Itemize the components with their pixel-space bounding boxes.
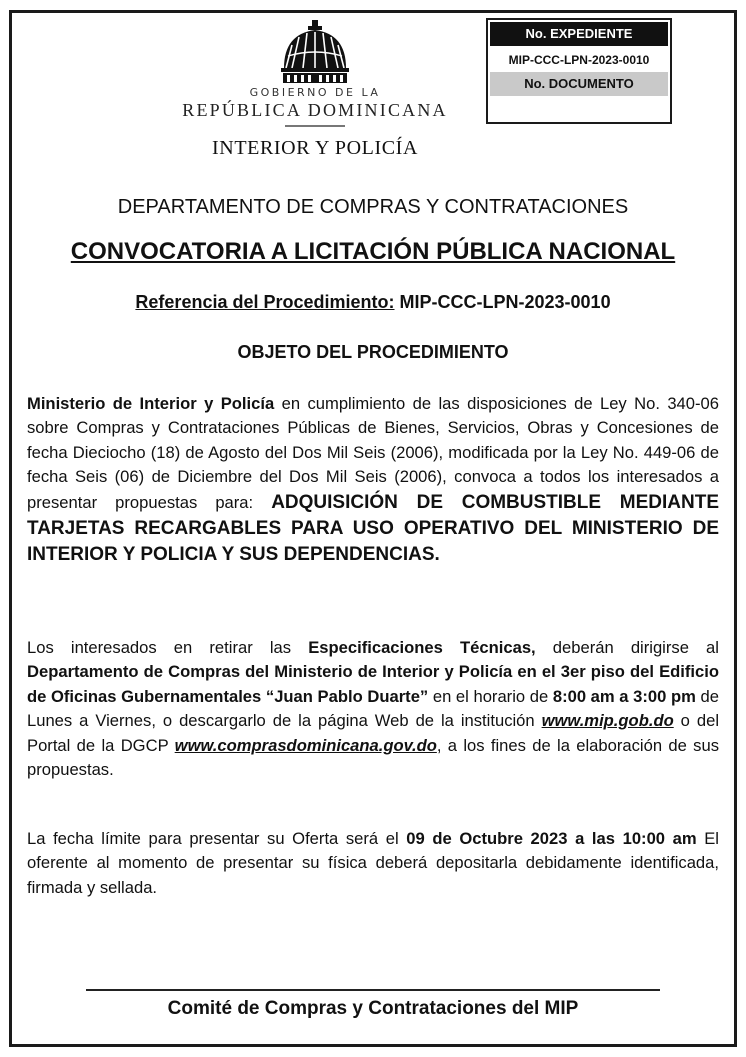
p2-hours: 8:00 am a 3:00 pm (552, 686, 696, 706)
dgcp-portal-link[interactable]: www.comprasdominicana.gov.do (174, 735, 437, 755)
object-heading: OBJETO DEL PROCEDIMIENTO (237, 342, 509, 362)
page-title (0, 238, 746, 266)
signature-line (86, 989, 660, 991)
expediente-box (486, 18, 672, 124)
mip-website-link[interactable]: www.mip.gob.do (541, 711, 674, 731)
expediente-label: No. EXPEDIENTE (490, 22, 668, 46)
p2-t3: en el horario de (428, 686, 553, 706)
deadline: 09 de Octubre 2023 a las 10:00 am (406, 829, 697, 848)
paragraph-2 (27, 636, 719, 782)
p2-t2: deberán dirigirse al (535, 638, 719, 657)
documento-label: No. DOCUMENTO (490, 72, 668, 96)
p2-t6: , a los fines de la elaboración de sus propuestas. (27, 735, 719, 780)
department-heading: DEPARTAMENTO DE COMPRAS Y CONTRATACIONES (117, 196, 629, 218)
p1-text: en cumplimiento de las disposiciones de Ley No. 340-06 sobre Compras y Contrataciones Públicas de Bienes, Servicios, Obras y Concesiones de fecha Dieciocho (18) de Agosto del Dos Mil Seis (2006), modificada por la Ley No. 449-06 de fecha Seis (06) de Diciembre del Dos Mil Seis (2006), convoca a todos los interesados a presentar propuestas para: (27, 394, 720, 512)
procurement-object: ADQUISICIÓN DE COMBUSTIBLE MEDIANTE TARJETAS RECARGABLES PARA USO OPERATIVO DEL MINISTERIO DE INTERIOR Y POLICIA Y SUS DEPENDENCIAS. (27, 491, 719, 565)
p2-t5: o del Portal de la DGCP (27, 711, 720, 755)
logo-divider (285, 125, 345, 127)
p2-specs: Especificaciones Técnicas, (308, 638, 536, 657)
reference-label: Referencia del Procedimiento: (135, 292, 395, 312)
ministry-name: INTERIOR Y POLICÍA (212, 137, 418, 159)
paragraph-3 (27, 827, 719, 900)
expediente-value: MIP-CCC-LPN-2023-0010 (508, 53, 650, 67)
p3-t2: El oferente al momento de presentar su física deberá depositarla debidamente identificada, firmada y sellada. (27, 829, 719, 897)
committee-signature: Comité de Compras y Contrataciones del MIP (167, 998, 579, 1019)
gov-line2: REPÚBLICA DOMINICANA (182, 100, 448, 120)
p2-t4: de Lunes a Viernes, o descargarlo de la página Web de la institución (27, 686, 719, 731)
documento-value (488, 96, 670, 120)
p2-location: Departamento de Compras del Ministerio de Interior y Policía en el 3er piso del Edificio de Oficinas Gubernamentales “Juan Pablo Duarte” (27, 662, 719, 706)
government-logo (150, 18, 480, 160)
gov-line1: GOBIERNO DE LA (249, 86, 381, 99)
paragraph-1 (27, 392, 719, 568)
p2-t1: Los interesados en retirar las (27, 638, 309, 657)
dome-logo-icon (278, 18, 352, 86)
title-text: CONVOCATORIA A LICITACIÓN PÚBLICA NACIONAL (70, 238, 676, 265)
entity-name: Ministerio de Interior y Policía (27, 394, 275, 413)
reference-line (0, 292, 746, 313)
reference-value: MIP-CCC-LPN-2023-0010 (399, 292, 611, 312)
p3-t1: La fecha límite para presentar su Oferta será el (27, 829, 407, 848)
